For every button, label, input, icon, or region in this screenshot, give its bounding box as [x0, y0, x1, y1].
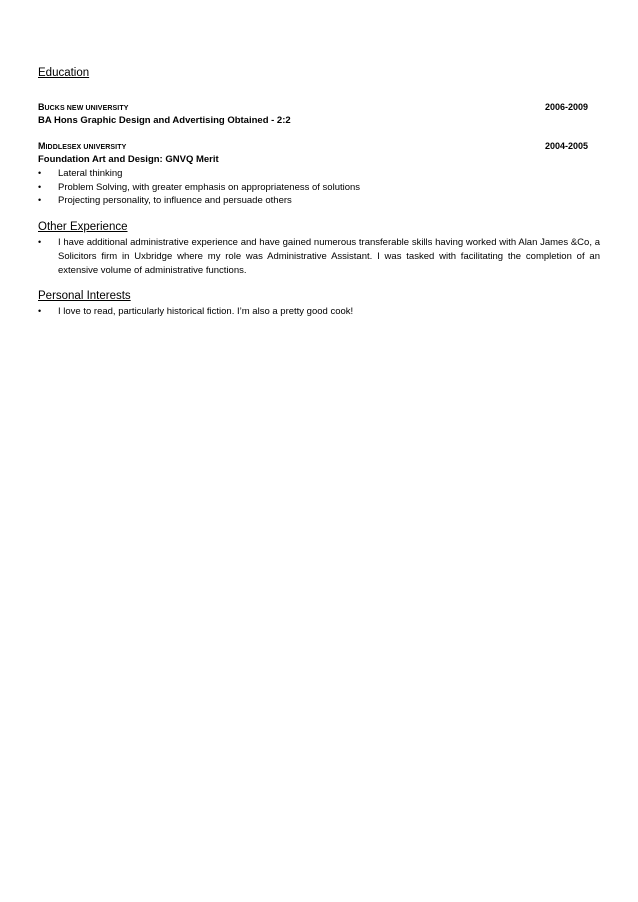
degree-title: BA Hons Graphic Design and Advertising Obtained - 2:2 — [38, 115, 291, 127]
list-item — [38, 167, 600, 181]
school-name-rest: IDDLESEX UNIVERSITY — [45, 143, 127, 151]
bullet-icon: • — [38, 236, 42, 247]
degree-title: Foundation Art and Design: GNVQ Merit — [38, 153, 219, 165]
interests-list — [38, 305, 600, 319]
list-item — [38, 194, 600, 208]
personal-interests-section — [38, 289, 600, 319]
personal-interests-heading: Personal Interests — [38, 290, 131, 303]
study-years: 2006-2009 — [544, 101, 588, 112]
school-name — [38, 140, 126, 153]
bullet-icon: • — [38, 195, 42, 206]
education-heading: Education — [38, 67, 90, 79]
education-entry — [38, 140, 600, 208]
study-years: 2004-2005 — [544, 140, 588, 151]
list-item-text: I love to read, particularly historical fiction. I’m also a pretty good cook! — [58, 306, 354, 318]
school-row — [38, 101, 588, 114]
bullet-icon: • — [38, 167, 42, 178]
school-name-rest: UCKS NEW UNIVERSITY — [44, 104, 129, 112]
bullet-icon: • — [38, 306, 42, 317]
list-item-text: Problem Solving, with greater emphasis on appropriateness of solutions — [58, 181, 361, 193]
list-item-text: Projecting personality, to influence and persuade others — [58, 195, 292, 207]
list-item-text: Lateral thinking — [58, 167, 123, 179]
education-entry — [38, 101, 600, 128]
school-row — [38, 140, 588, 153]
skills-list — [38, 167, 600, 208]
experience-list — [38, 236, 600, 277]
school-name — [38, 101, 128, 114]
list-item — [38, 305, 600, 319]
education-section — [38, 66, 600, 208]
school-initial: M — [38, 140, 46, 151]
school-initial: B — [38, 101, 45, 112]
list-item — [38, 181, 600, 195]
other-experience-section — [38, 220, 600, 277]
list-item — [38, 236, 600, 277]
other-experience-heading: Other Experience — [38, 221, 128, 234]
cv-page — [38, 66, 600, 319]
bullet-icon: • — [38, 181, 42, 192]
list-item-text: I have additional administrative experience and have gained numerous transferable skills having worked with Alan James &Co, a Solicitors firm in Uxbridge where my role was Administrative Assistant. I was tasked with facilitating the completion of an extensive volume of administrative functions. — [58, 236, 600, 276]
